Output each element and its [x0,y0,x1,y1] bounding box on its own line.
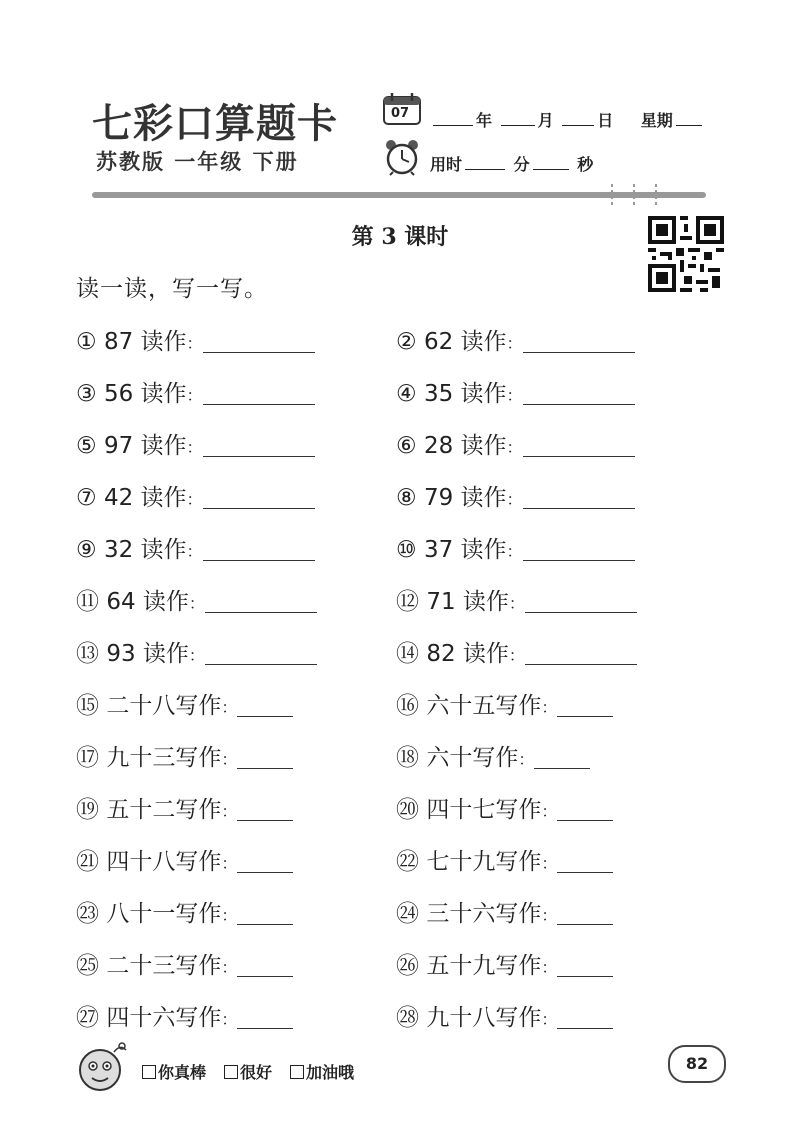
read-item: ⑪ 64 读作： [76,583,317,616]
answer-blank[interactable] [237,976,293,977]
answer-blank[interactable] [237,924,293,925]
answer-blank[interactable] [557,820,613,821]
mascot-illustration [72,1036,132,1096]
answer-blank[interactable] [205,612,317,613]
option-good[interactable]: 很好 [224,1060,272,1083]
answer-blank[interactable] [523,352,635,353]
write-item: ⑯ 六十五写作： [396,687,613,720]
answer-blank[interactable] [525,612,637,613]
answer-blank[interactable] [237,1028,293,1029]
checkbox-icon[interactable] [224,1065,238,1079]
write-item: ⑳ 四十七写作： [396,791,613,824]
month-blank[interactable] [501,111,535,126]
write-item: ㉗ 四十六写作： [76,999,293,1032]
answer-blank[interactable] [523,456,635,457]
answer-blank[interactable] [203,560,315,561]
write-item: ㉔ 三十六写作： [396,895,613,928]
answer-blank[interactable] [523,560,635,561]
calendar-day: 07 [391,106,410,121]
edition-label: 苏教版 一年级 下册 [96,150,299,174]
answer-blank[interactable] [534,768,590,769]
read-item: ⑬ 93 读作： [76,635,317,668]
write-item: ⑮ 二十八写作： [76,687,293,720]
answer-blank[interactable] [557,1028,613,1029]
read-item: ⑫ 71 读作： [396,583,637,616]
time-used-blank[interactable] [465,155,505,170]
answer-blank[interactable] [237,716,293,717]
lesson-title: 第 3 课时 [351,224,449,250]
qr-code[interactable] [648,216,724,292]
read-item: ⑤ 97 读作： [76,427,315,460]
read-item: ④ 35 读作： [396,375,635,408]
minutes-blank[interactable] [533,155,569,170]
answer-blank[interactable] [203,404,315,405]
write-item: ㉕ 二十三写作： [76,947,293,980]
answer-blank[interactable] [203,352,315,353]
time-line: 用时 分 秒 [430,155,594,174]
read-item: ⑨ 32 读作： [76,531,315,564]
answer-blank[interactable] [557,716,613,717]
write-item: ㉘ 九十八写作： [396,999,613,1032]
write-item: ㉓ 八十一写作： [76,895,293,928]
answer-blank[interactable] [203,456,315,457]
answer-blank[interactable] [525,664,637,665]
checkbox-icon[interactable] [142,1065,156,1079]
answer-blank[interactable] [557,872,613,873]
answer-blank[interactable] [237,820,293,821]
read-item: ③ 56 读作： [76,375,315,408]
read-item: ② 62 读作： [396,323,635,356]
self-evaluation [142,1060,354,1083]
read-item: ⑩ 37 读作： [396,531,635,564]
write-item: ⑲ 五十二写作： [76,791,293,824]
year-blank[interactable] [433,111,473,126]
read-item: ⑧ 79 读作： [396,479,635,512]
page-number: 82 [668,1045,726,1083]
answer-blank[interactable] [237,872,293,873]
read-item: ⑥ 28 读作： [396,427,635,460]
answer-blank[interactable] [523,508,635,509]
write-item: ㉑ 四十八写作： [76,843,293,876]
weekday-blank[interactable] [676,111,702,126]
checkbox-icon[interactable] [290,1065,304,1079]
option-great[interactable]: 你真棒 [142,1060,206,1083]
instruction-text: 读一读，写一写。 [76,276,268,302]
option-keep-going[interactable]: 加油哦 [290,1060,354,1083]
answer-blank[interactable] [203,508,315,509]
write-item: ⑱ 六十写作： [396,739,590,772]
divider-dots [604,182,674,210]
write-item: ㉖ 五十九写作： [396,947,613,980]
answer-blank[interactable] [205,664,317,665]
read-item: ⑦ 42 读作： [76,479,315,512]
answer-blank[interactable] [523,404,635,405]
date-line: 年 月 日 星期 [430,108,705,131]
answer-blank[interactable] [557,976,613,977]
answer-blank[interactable] [557,924,613,925]
day-blank[interactable] [562,111,594,126]
read-item: ① 87 读作： [76,323,315,356]
write-item: ⑰ 九十三写作： [76,739,293,772]
read-item: ⑭ 82 读作： [396,635,637,668]
answer-blank[interactable] [237,768,293,769]
write-item: ㉒ 七十九写作： [396,843,613,876]
brand-title: 七彩口算题卡 [92,100,338,147]
alarm-clock-icon [382,138,422,176]
calendar-icon [382,92,422,126]
